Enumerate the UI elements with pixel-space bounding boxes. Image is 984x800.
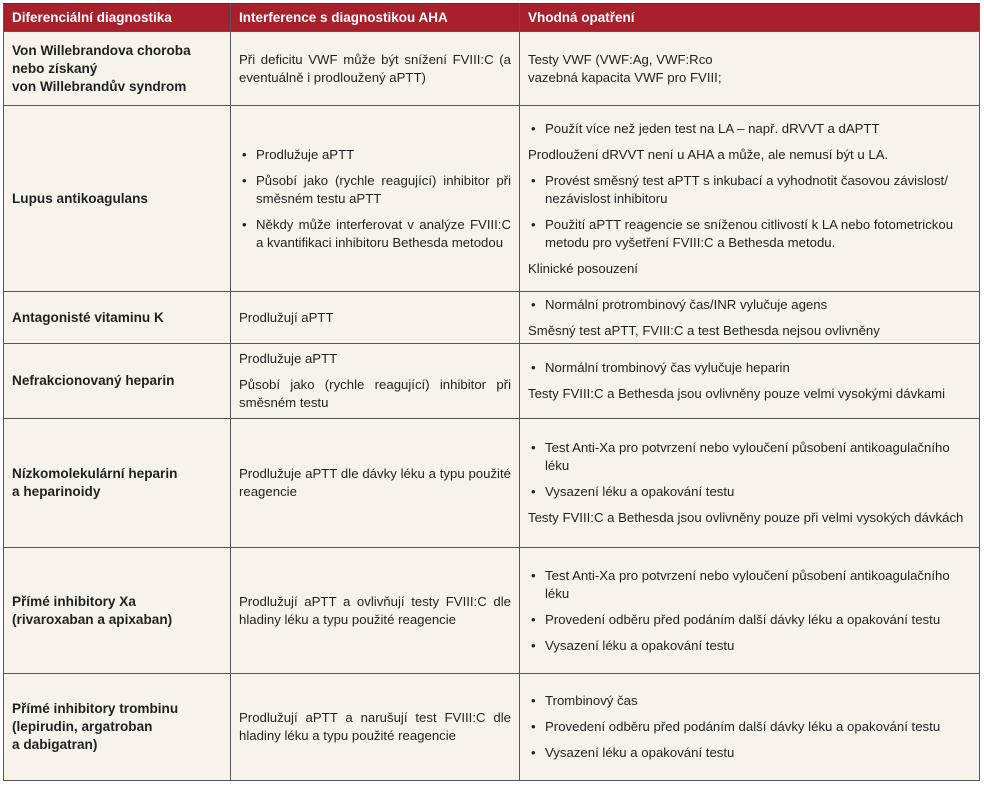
list-item: • Vysazení léku a opakování testu [528, 483, 971, 501]
measure-text: Směsný test aPTT, FVIII:C a test Bethesda nejsou ovlivněny [528, 322, 880, 338]
diagnosis-cell [4, 292, 231, 344]
list-item: • Test Anti-Xa pro potvrzení nebo vyloučení působení antikoagulačního léku [528, 439, 971, 475]
list-item: • Test Anti-Xa pro potvrzení nebo vyloučení působení antikoagulačního léku [528, 567, 971, 603]
interference-text: Prodlužují aPTT [239, 309, 334, 325]
measures-cell [520, 32, 980, 106]
interference-cell [231, 32, 520, 106]
table-row [4, 292, 980, 344]
list-item: • Provést směsný test aPTT s inkubací a vyhodnotit časovou závislost/ nezávislost inhibitoru [528, 172, 971, 208]
diagnosis-line: Nefrakcionovaný heparin [12, 373, 175, 388]
diagnosis-cell [4, 419, 231, 548]
list-item: • Vysazení léku a opakování testu [528, 637, 971, 655]
diagnosis-line: nebo získaný [12, 60, 98, 76]
list-item: • Provedení odběru před podáním další dávky léku a opakování testu [528, 611, 971, 629]
header-recommended-measures: Vhodná opatření [520, 4, 980, 32]
diagnosis-line: Nízkomolekulární heparin [12, 466, 178, 481]
diagnosis-line: (rivaroxaban a apixaban) [12, 611, 173, 627]
measures-list [528, 692, 971, 762]
header-differential-diagnosis: Diferenciální diagnostika [4, 4, 231, 32]
table-row [4, 106, 980, 292]
diagnosis-cell [4, 674, 231, 781]
measure-text: Testy FVIII:C a Bethesda jsou ovlivněny pouze při velmi vysokých dávkách [528, 510, 964, 525]
interference-bullet-list [239, 146, 511, 252]
list-item: • Normální trombinový čas vylučuje heparin [528, 359, 971, 377]
diagnosis-cell [4, 32, 231, 106]
diagnosis-cell [4, 548, 231, 674]
measures-cell [520, 292, 980, 344]
list-item: • Prodlužuje aPTT [239, 146, 511, 164]
differential-diagnostics-table [3, 3, 980, 781]
list-item: • Použití aPTT reagencie se sníženou citlivostí k LA nebo fotometrickou metodu pro vyšetření FVIII:C a Bethesda metodu. [528, 216, 971, 252]
table-row [4, 548, 980, 674]
measures-cell [520, 548, 980, 674]
measure-text: Klinické posouzení [528, 260, 638, 276]
diagnosis-line: von Willebrandův syndrom [12, 78, 187, 94]
interference-text: Při deficitu VWF může být snížení FVIII:C (a eventuálně i prodloužený aPTT) [239, 51, 511, 85]
list-item: • Trombinový čas [528, 692, 971, 710]
measures-cell [520, 344, 980, 419]
measures-list [528, 296, 971, 314]
diagnosis-line: Přímé inhibitory Xa [12, 593, 136, 609]
list-item: • Někdy může interferovat v analýze FVIII:C a kvantifikaci inhibitoru Bethesda metodou [239, 216, 511, 252]
diagnosis-line: Lupus antikoagulans [12, 190, 148, 206]
measure-text: Testy VWF (VWF:Ag, VWF:Rco [528, 51, 713, 67]
table-row [4, 344, 980, 419]
measures-cell [520, 674, 980, 781]
header-aha-interference: Interference s diagnostikou AHA [231, 4, 520, 32]
interference-cell [231, 674, 520, 781]
diagnosis-cell [4, 344, 231, 419]
table-row [4, 674, 980, 781]
list-item: • Působí jako (rychle reagující) inhibitor při směsném testu aPTT [239, 172, 511, 208]
interference-cell [231, 419, 520, 548]
measures-list [528, 172, 971, 252]
diagnosis-line: Přímé inhibitory trombinu [12, 701, 179, 716]
measure-text: vazebná kapacita VWF pro FVIII; [528, 69, 722, 85]
diagnostics-table-container [3, 3, 979, 781]
table-row [4, 32, 980, 106]
list-item: • Vysazení léku a opakování testu [528, 744, 971, 762]
interference-cell [231, 106, 520, 292]
table-row [4, 419, 980, 548]
list-item: • Provedení odběru před podáním další dávky léku a opakování testu [528, 718, 971, 736]
interference-text: Prodlužuje aPTT dle dávky léku a typu použité reagencie [239, 466, 511, 499]
measures-cell [520, 419, 980, 548]
diagnosis-line: a heparinoidy [12, 484, 101, 499]
interference-cell [231, 292, 520, 344]
list-item: • Použít více než jeden test na LA – např. dRVVT a dAPTT [528, 120, 971, 138]
interference-text: Prodlužují aPTT a narušují test FVIII:C dle hladiny léku a typu použité reagencie [239, 710, 511, 743]
interference-text: Působí jako (rychle reagující) inhibitor při směsném testu [239, 377, 511, 410]
diagnosis-line: (lepirudin, argatroban [12, 719, 153, 734]
measures-list [528, 120, 971, 138]
diagnosis-line: Antagonisté vitaminu K [12, 309, 164, 325]
measures-cell [520, 106, 980, 292]
measures-list [528, 567, 971, 655]
diagnosis-cell [4, 106, 231, 292]
measures-list [528, 439, 971, 501]
list-item: • Normální protrombinový čas/INR vylučuje agens [528, 296, 971, 314]
table-header-row [4, 4, 980, 32]
interference-cell [231, 344, 520, 419]
interference-cell [231, 548, 520, 674]
diagnosis-line: a dabigatran) [12, 737, 98, 752]
diagnosis-line: Von Willebrandova choroba [12, 42, 191, 58]
measure-text: Testy FVIII:C a Bethesda jsou ovlivněny pouze velmi vysokými dávkami [528, 386, 946, 401]
measure-text: Prodloužení dRVVT není u AHA a může, ale nemusí být u LA. [528, 146, 889, 162]
interference-text: Prodlužuje aPTT [239, 351, 338, 366]
interference-text: Prodlužují aPTT a ovlivňují testy FVIII:C dle hladiny léku a typu použité reagencie [239, 593, 511, 627]
measures-list [528, 359, 971, 377]
